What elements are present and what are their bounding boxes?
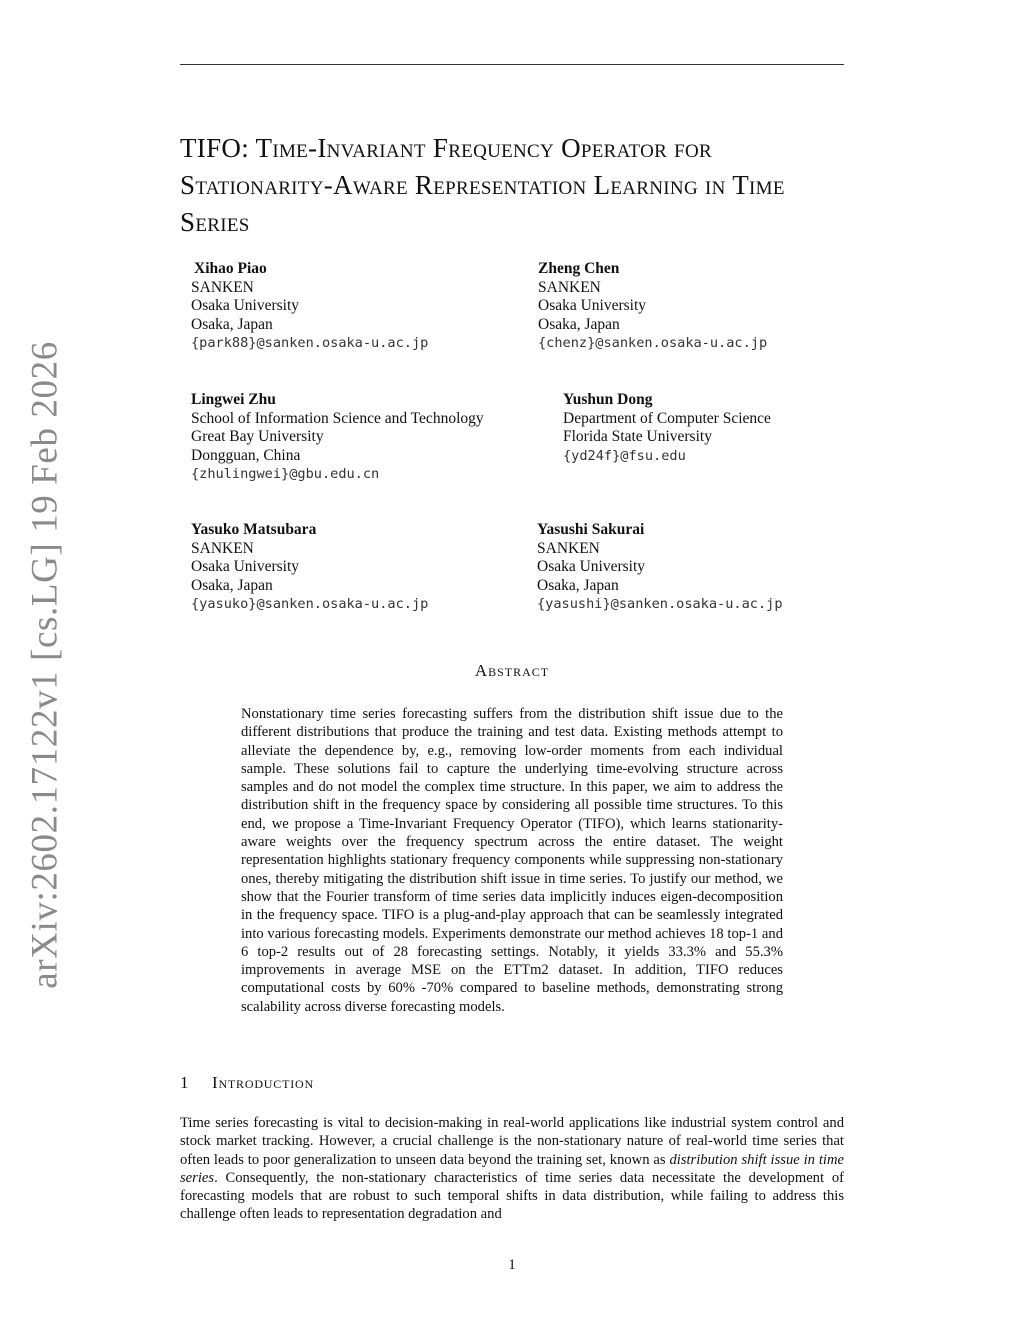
- author-affiliation: Osaka University: [191, 558, 300, 576]
- section-number: 1: [180, 1073, 189, 1092]
- author-name: Xihao Piao: [194, 260, 267, 277]
- author-affiliation: Osaka, Japan: [538, 315, 620, 333]
- author-email[interactable]: {yasushi}@sanken.osaka-u.ac.jp: [537, 596, 783, 613]
- author-affiliation: SANKEN: [537, 539, 600, 557]
- author-affiliation: Osaka University: [191, 297, 300, 315]
- author-email[interactable]: {zhulingwei}@gbu.edu.cn: [191, 466, 380, 483]
- author-block: [191, 260, 428, 353]
- intro-text-part: Time series forecasting is vital to decision-making in real-world applications like industrial system control and stock market tracking. However, a crucial challenge is the non-stationary nature of real-world time series that often leads to poor generalization to unseen data beyond the training set, known as: [180, 1115, 844, 1168]
- author-block: [191, 391, 484, 484]
- author-affiliation: Osaka, Japan: [537, 576, 619, 594]
- section-title: Introduction: [212, 1073, 314, 1092]
- author-affiliation: Osaka University: [537, 558, 646, 576]
- author-affiliation: Osaka University: [538, 297, 647, 315]
- arxiv-id[interactable]: arXiv:2602.17122v1 [cs.LG] 19 Feb 2026: [24, 341, 66, 989]
- intro-emphasis: distribution shift issue in time series: [180, 1151, 844, 1186]
- author-affiliation: SANKEN: [191, 278, 254, 296]
- author-block: [563, 391, 771, 465]
- author-affiliation: Osaka, Japan: [191, 576, 273, 594]
- author-affiliation: School of Information Science and Technology: [191, 409, 484, 427]
- abstract-text: Nonstationary time series forecasting suffers from the distribution shift issue due to the different distributions that produce the training and test data. Existing methods attempt to alleviate the dependence by, e.g., removing low-order moments from each individual sample. These solutions fail to capture the underlying time-evolving structure across samples and do not model the complex time structure. In this paper, we aim to address the distribution shift in the frequency space by considering all possible time structures. To this end, we propose a Time-Invariant Frequency Operator (TIFO), which learns stationarity-aware weights over the frequency spectrum across the entire dataset. The weight representation highlights stationary frequency components while suppressing non-stationary ones, thereby mitigating the distribution shift issue in time series. To justify our method, we show that the Fourier transform of time series data implicitly induces eigen-decomposition in the frequency space. TIFO is a plug-and-play approach that can be seamlessly integrated into various forecasting models. Experiments demonstrate our method achieves 18 top-1 and 6 top-2 results out of 28 forecasting settings. Notably, it yields 33.3% and 55.3% improvements in average MSE on the ETTm2 dataset. In addition, TIFO reduces computational costs by 60% -70% compared to baseline methods, demonstrating strong scalability across diverse forecasting models.: [241, 706, 783, 1015]
- author-block: [537, 521, 783, 614]
- author-name: Lingwei Zhu: [191, 391, 276, 408]
- intro-text-part: . Consequently, the non-stationary characteristics of time series data necessitate the development of forecasting models that are robust to such temporal shifts in data distribution, while failing to address this challenge often leads to representation degradation and: [180, 1169, 844, 1223]
- author-email[interactable]: {chenz}@sanken.osaka-u.ac.jp: [538, 335, 768, 352]
- author-affiliation: Department of Computer Science: [563, 409, 771, 427]
- author-block: [538, 260, 767, 353]
- abstract-heading: Abstract: [474, 661, 550, 680]
- author-block: [191, 521, 428, 614]
- page-number: 1: [508, 1257, 516, 1273]
- author-name: Zheng Chen: [538, 260, 620, 277]
- section-heading: [180, 1073, 314, 1093]
- author-affiliation: SANKEN: [191, 539, 254, 557]
- author-email[interactable]: {yd24f}@fsu.edu: [563, 447, 686, 464]
- author-affiliation: SANKEN: [538, 278, 601, 296]
- author-name: Yasuko Matsubara: [191, 521, 317, 538]
- paper-title: TIFO: Time-Invariant Frequency Operator for Stationarity-Aware Representation Learning in Time Series: [180, 133, 785, 237]
- header-rule: [180, 64, 844, 65]
- author-email[interactable]: {yasuko}@sanken.osaka-u.ac.jp: [191, 596, 429, 613]
- author-affiliation: Florida State University: [563, 428, 712, 446]
- introduction-text: [180, 1114, 844, 1224]
- author-affiliation: Osaka, Japan: [191, 315, 273, 333]
- author-affiliation: Dongguan, China: [191, 446, 301, 464]
- author-name: Yushun Dong: [563, 391, 653, 408]
- author-affiliation: Great Bay University: [191, 428, 324, 446]
- author-name: Yasushi Sakurai: [537, 521, 645, 538]
- author-email[interactable]: {park88}@sanken.osaka-u.ac.jp: [191, 335, 429, 352]
